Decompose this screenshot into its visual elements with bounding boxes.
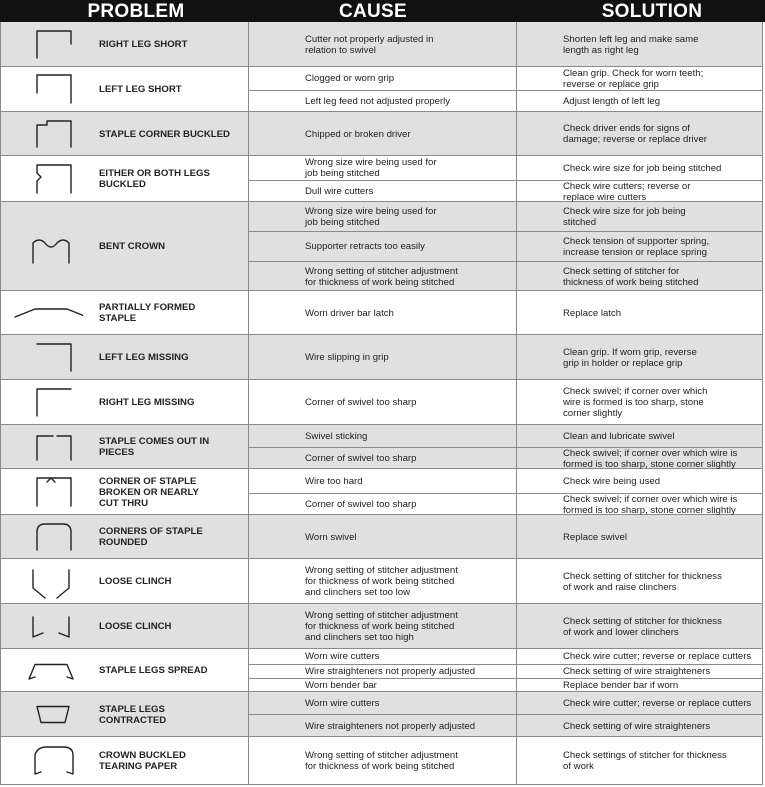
table-row — [0, 112, 763, 156]
table-row — [0, 515, 763, 559]
solution-text: Check setting of stitcher for thickness of work and lower clinchers — [563, 615, 722, 638]
cause-cell — [305, 679, 510, 692]
cause-solution-pair — [249, 90, 763, 112]
staple-bent-crown-icon — [7, 225, 83, 269]
problem-label — [99, 604, 244, 649]
problem-text: STAPLE LEGS CONTRACTED — [99, 703, 167, 726]
cause-text: Wrong size wire being used for job being stitched — [305, 157, 437, 179]
cause-cell — [305, 202, 510, 231]
solution-text: Check wire size for job being stitched — [563, 205, 686, 228]
solution-cell — [563, 515, 763, 559]
solution-cell — [563, 380, 763, 425]
solution-text: Check wire cutters; reverse or replace wire cutters — [563, 180, 691, 203]
solution-text: Clean grip. Check for worn teeth; reverse or replace grip — [563, 67, 704, 90]
cause-solution-pair — [249, 515, 763, 559]
problem-text: STAPLE CORNER BUCKLED — [99, 128, 230, 140]
cause-text: Left leg feed not adjusted properly — [305, 96, 451, 107]
table-row — [0, 202, 763, 291]
cause-text: Worn wire cutters — [305, 697, 380, 709]
problem-label — [99, 291, 244, 335]
problem-label — [99, 156, 244, 202]
table-row — [0, 649, 763, 692]
cause-solution-pair — [249, 22, 763, 67]
cause-text: Wrong setting of stitcher adjustment for thickness of work being stitched — [305, 750, 458, 772]
solution-cell — [563, 335, 763, 380]
table-row — [0, 559, 763, 604]
solution-cell — [563, 425, 763, 447]
cause-cell — [305, 232, 510, 261]
staple-left-leg-missing-icon — [7, 338, 83, 377]
problem-text: CORNERS OF STAPLE ROUNDED — [99, 526, 203, 548]
table-row — [0, 380, 763, 425]
cause-cell — [305, 156, 510, 180]
problem-label — [99, 469, 244, 515]
cause-text: Wrong setting of stitcher adjustment for thickness of work being stitched and clinchers set too high — [305, 610, 458, 643]
cause-cell — [305, 22, 510, 67]
solution-cell — [563, 737, 763, 785]
table-row — [0, 469, 763, 515]
solution-text: Check wire size for job being stitched — [563, 162, 722, 174]
staple-right-leg-missing-icon — [7, 383, 83, 422]
solution-cell — [563, 448, 763, 469]
problem-text: CORNER OF STAPLE BROKEN OR NEARLY CUT THRU — [99, 475, 199, 509]
problem-text: LEFT LEG MISSING — [99, 352, 189, 363]
cause-solution-pair — [249, 231, 763, 261]
cause-text: Wire straighteners not properly adjusted — [305, 666, 476, 677]
solution-cell — [563, 262, 763, 291]
cause-solution-pair — [249, 180, 763, 202]
solution-cell — [563, 91, 763, 112]
problem-label — [99, 425, 244, 469]
cause-solution-pair — [249, 291, 763, 335]
cause-cell — [305, 494, 510, 515]
cause-cell — [305, 425, 510, 447]
header-cause: CAUSE — [338, 1, 407, 22]
solution-text: Clean grip. If worn grip, reverse grip in holder or replace grip — [563, 346, 697, 369]
cause-cell — [305, 67, 510, 90]
cause-cell — [305, 335, 510, 380]
cause-cell — [305, 692, 510, 714]
cause-cell — [305, 737, 510, 785]
problem-text: STAPLE COMES OUT IN PIECES — [99, 436, 210, 458]
cause-cell — [305, 262, 510, 291]
cause-solution-pair — [249, 469, 763, 493]
cause-solution-pair — [249, 559, 763, 604]
cause-solution-pair — [249, 664, 763, 678]
solution-cell — [563, 715, 763, 737]
solution-cell — [563, 469, 763, 493]
solution-text: Check swivel; if corner over which wire is formed is too sharp, stone corner slightly — [563, 493, 738, 516]
problem-text: RIGHT LEG MISSING — [99, 397, 195, 408]
problem-text: CROWN BUCKLED TEARING PAPER — [99, 750, 186, 772]
problem-label — [99, 737, 244, 785]
cause-text: Wire slipping in grip — [305, 352, 389, 363]
staple-loose-clinch-lower-icon — [7, 607, 83, 646]
staple-crown-buckled-icon — [7, 740, 83, 782]
solution-cell — [563, 202, 763, 231]
solution-cell — [563, 291, 763, 335]
cause-text: Worn bender bar — [305, 680, 377, 691]
cause-cell — [305, 380, 510, 425]
staple-corner-broken-icon — [7, 472, 83, 512]
table-row — [0, 692, 763, 737]
cause-solution-pair — [249, 604, 763, 649]
cause-solution-pair — [249, 261, 763, 291]
cause-cell — [305, 559, 510, 604]
solution-cell — [563, 665, 763, 678]
cause-text: Cutter not properly adjusted in relation to swivel — [305, 33, 434, 56]
cause-text: Clogged or worn grip — [305, 73, 395, 84]
solution-cell — [563, 156, 763, 180]
problem-text: STAPLE LEGS SPREAD — [99, 665, 208, 676]
solution-text: Check swivel; if corner over which wire is formed is too sharp, stone corner slightly — [563, 447, 738, 470]
cause-solution-pair — [249, 425, 763, 447]
cause-solution-pair — [249, 156, 763, 180]
solution-text: Check wire cutter; reverse or replace cutters — [563, 697, 752, 709]
cause-cell — [305, 469, 510, 493]
cause-solution-pair — [249, 67, 763, 90]
cause-text: Wire too hard — [305, 475, 363, 487]
cause-text: Supporter retracts too easily — [305, 241, 425, 252]
staple-left-leg-short-icon — [7, 70, 83, 109]
cause-cell — [305, 604, 510, 649]
staple-corners-rounded-icon — [7, 518, 83, 556]
cause-cell — [305, 665, 510, 678]
cause-solution-pair — [249, 447, 763, 469]
table-row — [0, 22, 763, 67]
table-row — [0, 291, 763, 335]
solution-text: Check setting of stitcher for thickness of work and raise clinchers — [563, 570, 722, 593]
solution-text: Check wire cutter; reverse or replace cutters — [563, 651, 752, 662]
cause-cell — [305, 649, 510, 664]
staple-legs-contracted-icon — [7, 695, 83, 734]
solution-cell — [563, 112, 763, 156]
problem-label — [99, 380, 244, 425]
staple-partially-formed-icon — [7, 294, 83, 332]
solution-text: Check driver ends for signs of damage; reverse or replace driver — [563, 123, 707, 145]
solution-cell — [563, 559, 763, 604]
cause-text: Worn driver bar latch — [305, 307, 394, 319]
cause-cell — [305, 515, 510, 559]
solution-text: Check swivel; if corner over which wire is formed is too sharp, stone corner slightly — [563, 386, 708, 419]
cause-solution-pair — [249, 112, 763, 156]
solution-text: Replace bender bar if worn — [563, 680, 679, 691]
cause-cell — [305, 91, 510, 112]
solution-text: Clean and lubricate swivel — [563, 430, 675, 442]
header-problem: PROBLEM — [87, 1, 185, 22]
table-row — [0, 737, 763, 785]
solution-cell — [563, 494, 763, 515]
problem-label — [99, 22, 244, 67]
cause-cell — [305, 448, 510, 469]
cause-text: Wrong setting of stitcher adjustment for thickness of work being stitched and clinchers set too low — [305, 565, 458, 598]
problem-label — [99, 202, 244, 291]
problem-label — [99, 649, 244, 692]
cause-text: Dull wire cutters — [305, 186, 374, 197]
cause-solution-pair — [249, 737, 763, 785]
solution-text: Check setting of stitcher for thickness of work being stitched — [563, 265, 699, 288]
cause-text: Corner of swivel too sharp — [305, 397, 417, 408]
cause-solution-pair — [249, 202, 763, 231]
cause-cell — [305, 112, 510, 156]
problem-text: EITHER OR BOTH LEGS BUCKLED — [99, 168, 210, 190]
table-row — [0, 67, 763, 112]
solution-cell — [563, 232, 763, 261]
cause-cell — [305, 715, 510, 737]
solution-cell — [563, 604, 763, 649]
problem-text: LOOSE CLINCH — [99, 621, 172, 632]
cause-text: Wrong size wire being used for job being stitched — [305, 205, 437, 228]
cause-cell — [305, 181, 510, 202]
problem-label — [99, 515, 244, 559]
cause-cell — [305, 291, 510, 335]
cause-text: Worn wire cutters — [305, 651, 380, 662]
solution-cell — [563, 692, 763, 714]
problem-label — [99, 559, 244, 604]
problem-text: BENT CROWN — [99, 241, 166, 252]
table-row — [0, 156, 763, 202]
problem-text: LOOSE CLINCH — [99, 576, 172, 587]
cause-text: Chipped or broken driver — [305, 128, 411, 140]
staple-legs-spread-icon — [7, 652, 83, 689]
staple-right-leg-short-icon — [7, 25, 83, 64]
solution-cell — [563, 22, 763, 67]
problem-label — [99, 335, 244, 380]
problem-text: RIGHT LEG SHORT — [99, 39, 188, 50]
cause-solution-pair — [249, 380, 763, 425]
solution-cell — [563, 679, 763, 692]
cause-text: Worn swivel — [305, 531, 357, 543]
cause-text: Swivel sticking — [305, 430, 368, 442]
cause-text: Wrong setting of stitcher adjustment for thickness of work being stitched — [305, 265, 458, 288]
table-row — [0, 604, 763, 649]
solution-text: Replace latch — [563, 307, 622, 319]
cause-solution-pair — [249, 692, 763, 714]
solution-text: Check settings of stitcher for thickness of work — [563, 750, 727, 772]
cause-solution-pair — [249, 714, 763, 737]
cause-solution-pair — [249, 493, 763, 515]
staple-legs-buckled-icon — [7, 159, 83, 199]
solution-text: Check wire being used — [563, 475, 661, 487]
cause-solution-pair — [249, 649, 763, 664]
solution-cell — [563, 67, 763, 90]
solution-text: Check setting of wire straighteners — [563, 666, 711, 677]
solution-text: Check setting of wire straighteners — [563, 720, 711, 732]
cause-text: Corner of swivel too sharp — [305, 499, 417, 510]
column-divider-problem-cause — [248, 22, 249, 785]
table-row — [0, 425, 763, 469]
table-row — [0, 335, 763, 380]
cause-solution-pair — [249, 678, 763, 692]
solution-cell — [563, 649, 763, 664]
solution-text: Adjust length of left leg — [563, 96, 661, 107]
solution-text: Shorten left leg and make same length as right leg — [563, 33, 699, 56]
problem-text: PARTIALLY FORMED STAPLE — [99, 302, 196, 324]
solution-text: Replace swivel — [563, 531, 627, 543]
cause-text: Corner of swivel too sharp — [305, 453, 417, 464]
table-header — [0, 0, 765, 22]
cause-solution-pair — [249, 335, 763, 380]
problem-label — [99, 67, 244, 112]
solution-cell — [563, 181, 763, 202]
staple-corner-buckled-icon — [7, 115, 83, 153]
column-divider-cause-solution — [516, 22, 517, 785]
problem-text: LEFT LEG SHORT — [99, 84, 182, 95]
solution-text: Check tension of supporter spring, increase tension or replace spring — [563, 235, 710, 258]
header-solution: SOLUTION — [601, 1, 703, 22]
problem-label — [99, 692, 244, 737]
problem-label — [99, 112, 244, 156]
cause-text: Wire straighteners not properly adjusted — [305, 720, 476, 732]
staple-loose-clinch-raise-icon — [7, 562, 83, 601]
staple-comes-out-in-pieces-icon — [7, 428, 83, 466]
